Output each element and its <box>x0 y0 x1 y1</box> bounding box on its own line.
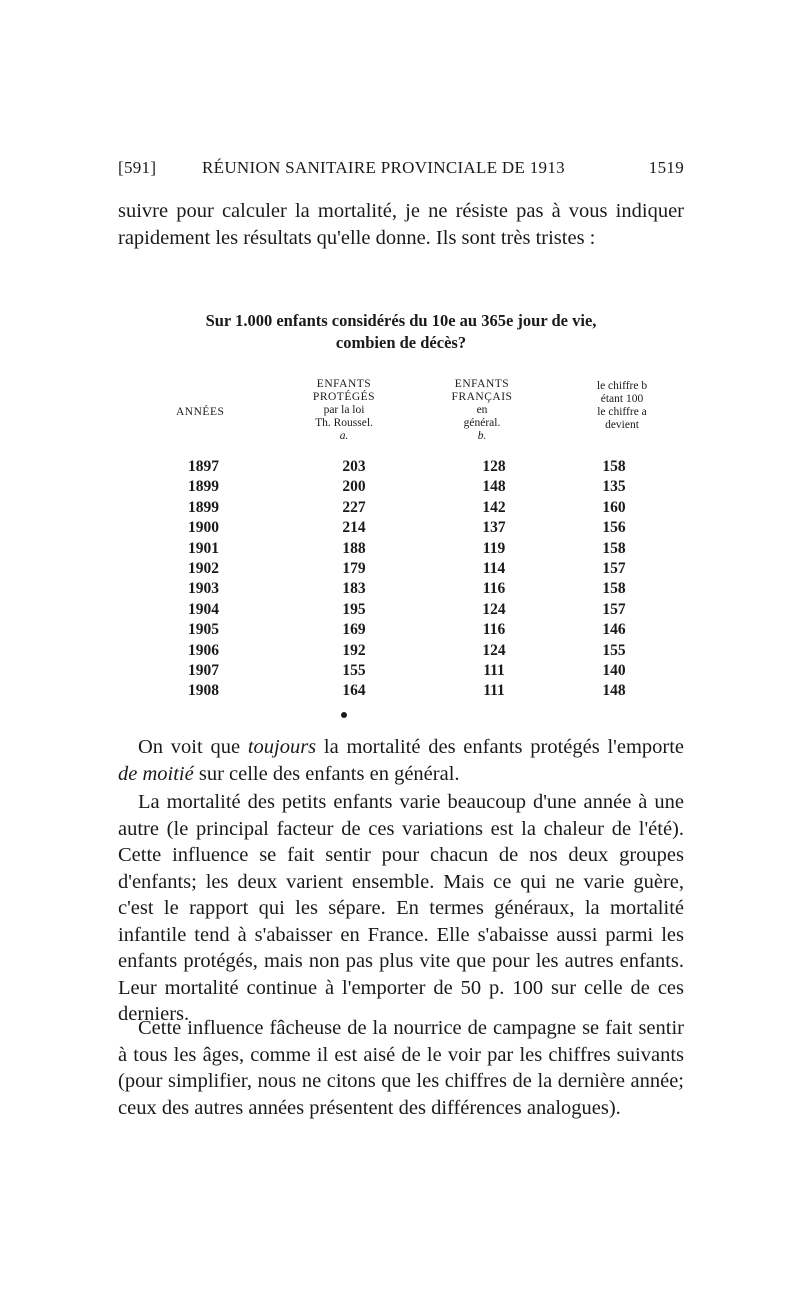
cell-year: 1897 <box>188 458 219 475</box>
cell-year: 1906 <box>188 641 219 659</box>
header-b-line-1: ENFANTS <box>454 378 510 390</box>
header-a-line-1: ENFANTS <box>316 378 372 390</box>
table-row <box>0 621 800 641</box>
cell-general: 111 <box>483 662 505 679</box>
cell-protected: 214 <box>342 519 366 537</box>
cell-ratio: 155 <box>602 641 626 659</box>
header-a-line-5: a. <box>339 430 349 442</box>
cell-ratio: 160 <box>602 498 626 516</box>
header-c-line-1: le chiffre b <box>596 380 648 392</box>
cell-ratio: 158 <box>602 580 626 598</box>
cell-general: 124 <box>482 600 506 618</box>
table-title-line-2: combien de décès? <box>335 333 467 352</box>
table-title <box>118 310 684 354</box>
cell-general: 116 <box>482 621 506 639</box>
table-row <box>0 519 800 539</box>
cell-ratio: 140 <box>602 662 626 679</box>
cell-protected: 203 <box>342 458 366 475</box>
ink-dot <box>341 712 347 718</box>
cell-ratio: 158 <box>602 539 626 557</box>
cell-ratio: 157 <box>602 560 626 577</box>
header-a-line-3: par la loi <box>323 404 365 416</box>
cell-ratio: 157 <box>602 600 626 618</box>
cell-protected: 183 <box>342 580 366 598</box>
table-row <box>0 642 800 662</box>
header-b-line-2: FRANÇAIS <box>451 391 513 403</box>
cell-protected: 188 <box>342 539 366 557</box>
cell-protected: 227 <box>342 498 366 516</box>
p2-text-3: sur celle des enfants en général. <box>193 762 460 785</box>
table-row <box>0 540 800 560</box>
p2-emphasis-toujours: toujours <box>247 736 317 758</box>
cell-ratio: 158 <box>602 458 626 475</box>
cell-year: 1904 <box>188 600 219 618</box>
cell-general: 137 <box>482 519 506 537</box>
cell-general: 114 <box>482 560 506 577</box>
cell-ratio: 156 <box>602 519 626 537</box>
cell-year: 1902 <box>188 560 219 577</box>
cell-general: 124 <box>482 641 506 659</box>
cell-year: 1908 <box>188 682 219 700</box>
header-b-line-5: b. <box>477 430 487 442</box>
paragraph-conclusion <box>118 734 684 787</box>
cell-ratio: 148 <box>602 682 626 700</box>
cell-year: 1903 <box>188 580 219 598</box>
cell-year: 1900 <box>188 519 219 537</box>
cell-ratio: 135 <box>602 478 626 496</box>
cell-year: 1907 <box>188 662 219 679</box>
header-a-line-4: Th. Roussel. <box>315 417 373 429</box>
cell-year: 1901 <box>188 539 219 557</box>
table-row <box>0 682 800 702</box>
column-header-b <box>428 378 536 443</box>
intro-paragraph: suivre pour calculer la mortalité, je ne résiste pas à vous indiquer rapidement les résultats qu'elle donne. Ils sont très tristes : <box>118 200 684 249</box>
cell-protected: 164 <box>342 682 366 700</box>
header-c-line-2: étant 100 <box>600 393 644 405</box>
cell-general: 148 <box>482 478 506 496</box>
running-title: RÉUNION SANITAIRE PROVINCIALE DE 1913 <box>202 158 565 177</box>
cell-general: 119 <box>482 539 506 557</box>
column-header-c <box>566 380 678 432</box>
header-b-line-4: général. <box>463 417 501 429</box>
p2-text-2: la mortalité des enfants protégés l'emporte <box>316 736 685 758</box>
cell-general: 116 <box>482 580 506 598</box>
page-number-left: [591] <box>118 158 157 177</box>
table-row <box>0 662 800 682</box>
cell-general: 142 <box>482 498 506 516</box>
header-c-line-4: devient <box>605 419 639 431</box>
table-title-line-1: Sur 1.000 enfants considérés du 10e au 365e jour de vie, <box>205 311 597 330</box>
cell-protected: 195 <box>342 600 366 618</box>
p2-text-1: On voit que <box>138 736 248 758</box>
cell-year: 1899 <box>188 478 219 496</box>
cell-protected: 155 <box>342 662 366 679</box>
cell-ratio: 146 <box>602 621 626 639</box>
column-header-years: ANNÉES <box>176 406 225 418</box>
cell-year: 1899 <box>188 498 219 516</box>
cell-protected: 192 <box>342 641 366 659</box>
table-row <box>0 458 800 478</box>
table-row <box>0 560 800 580</box>
column-header-a <box>284 378 404 443</box>
cell-general: 111 <box>483 682 505 700</box>
header-a-line-2: PROTÉGÉS <box>312 391 376 403</box>
paragraph-influence: Cette influence fâcheuse de la nourrice de campagne se fait sentir à tous les âges, comme il est aisé de le voir par les chiffres suivants (pour simplifier, nous ne citons que les chiffres de la dernière année; ceux des autres années présentent des différences analogues). <box>118 1017 684 1119</box>
table-row <box>0 499 800 519</box>
p2-emphasis-moitie: de moitié <box>118 762 194 785</box>
table-row <box>0 601 800 621</box>
cell-protected: 169 <box>342 621 366 639</box>
cell-general: 128 <box>482 458 506 475</box>
table-row <box>0 580 800 600</box>
page-number-right: 1519 <box>648 158 684 177</box>
cell-protected: 179 <box>342 560 366 577</box>
header-b-line-3: en <box>476 404 488 416</box>
table-row <box>0 478 800 498</box>
cell-year: 1905 <box>188 621 219 639</box>
header-c-line-3: le chiffre a <box>597 406 647 418</box>
paragraph-variation: La mortalité des petits enfants varie beaucoup d'une année à une autre (le principal facteur de ces variations est la chaleur de l'été). Cette influence se fait sentir pour chacun de nos deux groupes d'enfants; les deux varient ensemble. Mais ce qui ne varie guère, c'est le rapport qui les sépare. En termes généraux, la mortalité infantile tend à s'abaisser en France. Elle s'abaisse aussi parmi les enfants protégés, mais non pas plus vite que pour les autres enfants. Leur mortalité continue à l'emporter de 50 p. 100 sur celle de ces derniers. <box>118 791 684 1025</box>
cell-protected: 200 <box>342 478 366 496</box>
